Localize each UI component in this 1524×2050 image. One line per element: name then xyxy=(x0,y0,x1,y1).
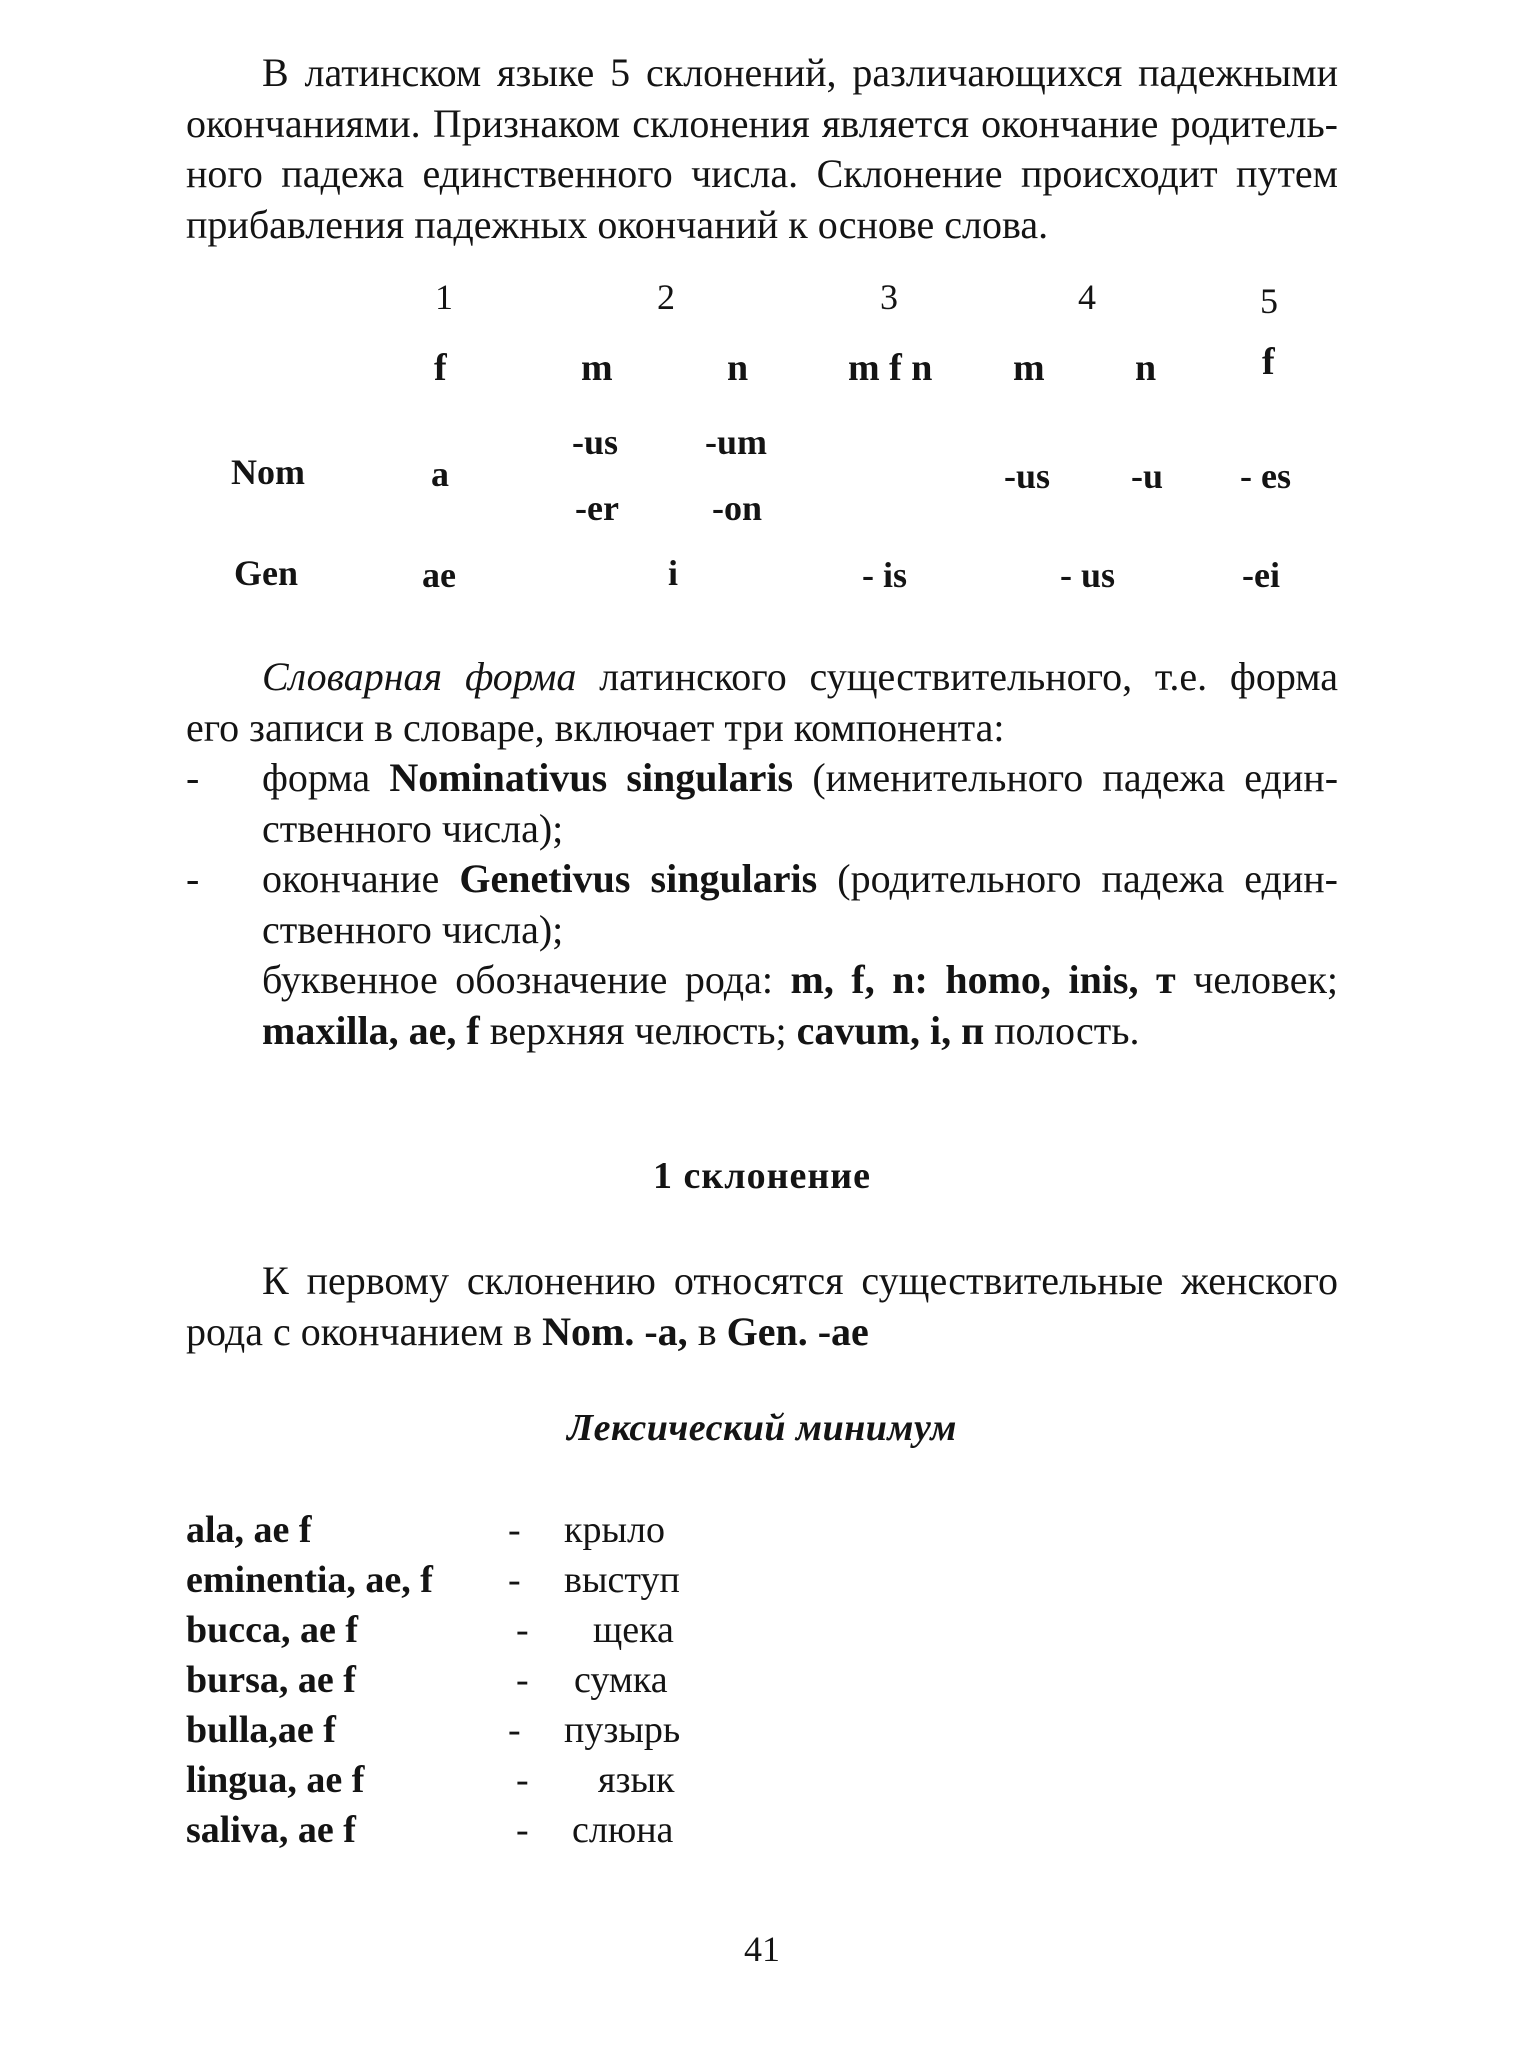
gender-label: m f n xyxy=(848,347,933,389)
nom-ending: -us xyxy=(572,422,619,462)
bullet-item xyxy=(186,955,1338,1056)
bullet-item xyxy=(186,854,1338,955)
bullet-line: ственного числа); xyxy=(262,805,564,851)
nom-ending: -us xyxy=(1004,456,1051,496)
latin-term: Nom. -а, xyxy=(542,1308,688,1354)
nom-ending: -on xyxy=(712,488,763,528)
bullet-text xyxy=(262,854,1338,955)
gender-label: n xyxy=(1135,347,1157,389)
latin-term: Genetivus singularis xyxy=(459,856,818,901)
latin-term: Gen. -ае xyxy=(726,1308,869,1354)
vocab-term: eminentia, ae, f xyxy=(186,1559,433,1601)
bullet-line xyxy=(262,753,1338,804)
declension-number: 3 xyxy=(880,277,898,317)
dictionary-form-paragraph xyxy=(186,652,1338,753)
vocab-term: saliva, ae f xyxy=(186,1809,356,1851)
section-paragraph xyxy=(186,1256,1338,1357)
latin-term: cavum, i, п xyxy=(796,1007,985,1053)
nom-ending: - es xyxy=(1240,456,1291,496)
text: (родительного падежа един- xyxy=(817,856,1338,901)
gender-label: n xyxy=(727,347,749,389)
nom-ending: -er xyxy=(575,488,619,528)
text: рода с окончанием в xyxy=(186,1308,543,1354)
gen-ending: - is xyxy=(862,555,907,595)
bullet-line xyxy=(262,955,1338,1006)
nom-ending: a xyxy=(431,454,449,494)
vocab-translation: щека xyxy=(593,1609,674,1651)
page-number: 41 xyxy=(744,1929,780,1969)
vocab-translation: слюна xyxy=(572,1809,674,1851)
dictionary-form-line xyxy=(186,652,1338,703)
gen-ending: - us xyxy=(1060,555,1116,595)
declension-number: 5 xyxy=(1260,281,1278,321)
dash-marker: - xyxy=(186,856,200,901)
vocab-term: ala, ae f xyxy=(186,1509,312,1551)
text: окончание xyxy=(262,856,460,901)
vocab-translation: сумка xyxy=(574,1659,668,1701)
text: (именительного падежа един- xyxy=(793,755,1339,800)
declension-number: 2 xyxy=(657,277,675,317)
latin-term: m, f, n: homo, inis, т xyxy=(790,957,1176,1002)
bullet-line xyxy=(262,854,1338,905)
vocab-separator: - xyxy=(508,1509,521,1551)
gender-label: m xyxy=(581,347,613,389)
vocab-row xyxy=(186,1808,886,1858)
section-line: К первому склонению относятся существительные женского xyxy=(262,1258,1338,1303)
dash-marker: - xyxy=(186,755,200,800)
text: буквенное обозначение рода: xyxy=(262,957,791,1002)
row-label-nom: Nom xyxy=(231,452,305,492)
section-heading: 1 склонение xyxy=(653,1155,871,1197)
text: человек; xyxy=(1175,957,1339,1002)
vocab-separator: - xyxy=(516,1609,529,1651)
dictionary-form-line: его записи в словаре, включает три компонента: xyxy=(186,704,1005,750)
nom-ending: -u xyxy=(1131,456,1164,496)
latin-term: maxilla, ae, f xyxy=(262,1007,480,1053)
vocab-translation: выступ xyxy=(564,1559,680,1601)
bullet-item xyxy=(186,753,1338,854)
gender-label: m xyxy=(1013,347,1045,389)
vocab-separator: - xyxy=(516,1759,529,1801)
declension-number: 4 xyxy=(1078,277,1096,317)
gender-label: f xyxy=(1262,341,1275,383)
vocab-separator: - xyxy=(516,1659,529,1701)
text: латинского существительного, т.е. форма xyxy=(576,654,1339,699)
gen-ending: -ei xyxy=(1242,555,1280,595)
gender-label: f xyxy=(434,347,447,389)
bullet-line: ственного числа); xyxy=(262,906,564,952)
subheading: Лексический минимум xyxy=(567,1407,957,1449)
intro-line: ного падежа единственного числа. Склонение происходит путем xyxy=(186,151,1338,196)
row-label-gen: Gen xyxy=(234,553,299,593)
vocab-translation: язык xyxy=(598,1759,675,1801)
vocab-row xyxy=(186,1758,886,1808)
intro-paragraph xyxy=(186,48,1338,250)
term-italic: Словарная форма xyxy=(262,654,577,699)
vocab-separator: - xyxy=(508,1559,521,1601)
vocab-translation: пузырь xyxy=(564,1709,681,1751)
vocab-term: bucca, ae f xyxy=(186,1609,359,1651)
intro-line: прибавления падежных окончаний к основе слова. xyxy=(186,201,1049,247)
latin-term: Nominativus singularis xyxy=(389,755,794,800)
vocab-term: bulla,ae f xyxy=(186,1709,336,1751)
vocab-term: bursa, ae f xyxy=(186,1659,356,1701)
text: полость. xyxy=(984,1007,1140,1053)
vocab-row xyxy=(186,1708,886,1758)
text: форма xyxy=(262,755,390,800)
intro-line: окончаниями. Признаком склонения является окончание родитель- xyxy=(186,100,1338,146)
vocab-row xyxy=(186,1658,886,1708)
nom-ending: -um xyxy=(705,422,767,462)
vocab-term: lingua, ae f xyxy=(186,1759,365,1801)
text: в xyxy=(687,1308,727,1354)
vocab-row xyxy=(186,1508,886,1558)
vocab-row xyxy=(186,1558,886,1608)
bullet-text xyxy=(262,753,1338,854)
vocab-separator: - xyxy=(508,1709,521,1751)
bullet-line xyxy=(262,1006,1338,1057)
gen-ending: ae xyxy=(422,555,456,595)
section-line xyxy=(186,1307,1338,1358)
bullet-text xyxy=(262,955,1338,1056)
vocab-row xyxy=(186,1608,886,1658)
vocab-separator: - xyxy=(516,1809,529,1851)
intro-line: В латинском языке 5 склонений, различающихся падежными xyxy=(262,50,1338,95)
text: верхняя челюсть; xyxy=(479,1007,797,1053)
declension-number: 1 xyxy=(435,277,453,317)
gen-ending: i xyxy=(668,553,679,593)
vocab-translation: крыло xyxy=(564,1509,665,1551)
